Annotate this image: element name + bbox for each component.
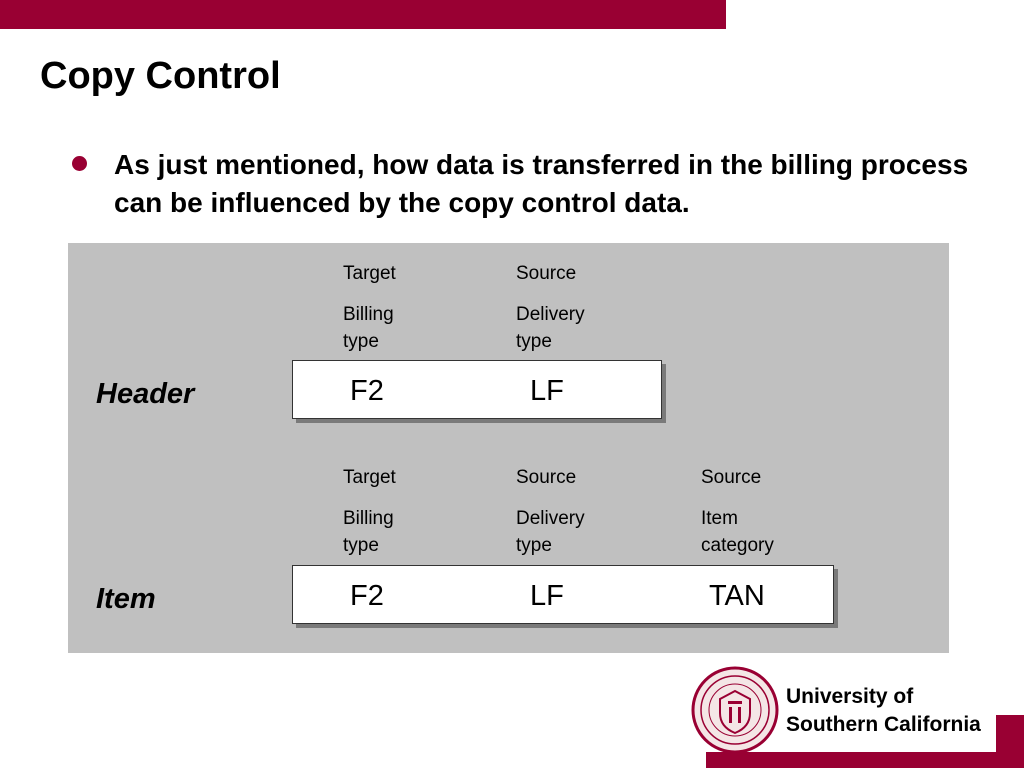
item-col3-role: Source bbox=[701, 467, 762, 488]
top-accent-bar bbox=[0, 0, 726, 29]
item-value-box bbox=[292, 565, 834, 624]
item-col1-line2: type bbox=[343, 535, 379, 556]
item-col3-line1: Item bbox=[701, 508, 738, 529]
item-col1-role: Target bbox=[343, 467, 396, 488]
header-col1-line2: type bbox=[343, 331, 379, 352]
header-row-label: Header bbox=[96, 378, 195, 410]
item-source-delivery-value: LF bbox=[530, 580, 564, 612]
item-col2-line1: Delivery bbox=[516, 508, 585, 529]
header-col2-role: Source bbox=[516, 263, 577, 284]
item-target-value: F2 bbox=[350, 580, 384, 612]
bottom-accent-bar bbox=[706, 752, 1024, 768]
header-target-value: F2 bbox=[350, 375, 384, 407]
item-source-category-value: TAN bbox=[709, 580, 765, 612]
item-col3-line2: category bbox=[701, 535, 774, 556]
usc-name-line1: University of bbox=[786, 685, 914, 708]
copy-control-panel bbox=[68, 243, 949, 653]
header-col2-line1: Delivery bbox=[516, 304, 585, 325]
item-col1-line1: Billing bbox=[343, 508, 394, 529]
item-col2-role: Source bbox=[516, 467, 577, 488]
item-row-label: Item bbox=[96, 583, 156, 615]
usc-seal-icon bbox=[690, 665, 780, 755]
usc-name-line2: Southern California bbox=[786, 713, 981, 736]
bullet-text: As just mentioned, how data is transferred in the billing process can be influenced by the copy control data. bbox=[114, 149, 969, 218]
slide-title: Copy Control bbox=[40, 55, 281, 97]
usc-name bbox=[786, 683, 981, 739]
usc-logo bbox=[690, 665, 990, 755]
item-col2-line2: type bbox=[516, 535, 552, 556]
header-value-box bbox=[292, 360, 662, 419]
bullet-dot-icon bbox=[72, 156, 87, 171]
header-col1-line1: Billing bbox=[343, 304, 394, 325]
header-source-value: LF bbox=[530, 375, 564, 407]
header-col1-role: Target bbox=[343, 263, 396, 284]
header-col2-line2: type bbox=[516, 331, 552, 352]
